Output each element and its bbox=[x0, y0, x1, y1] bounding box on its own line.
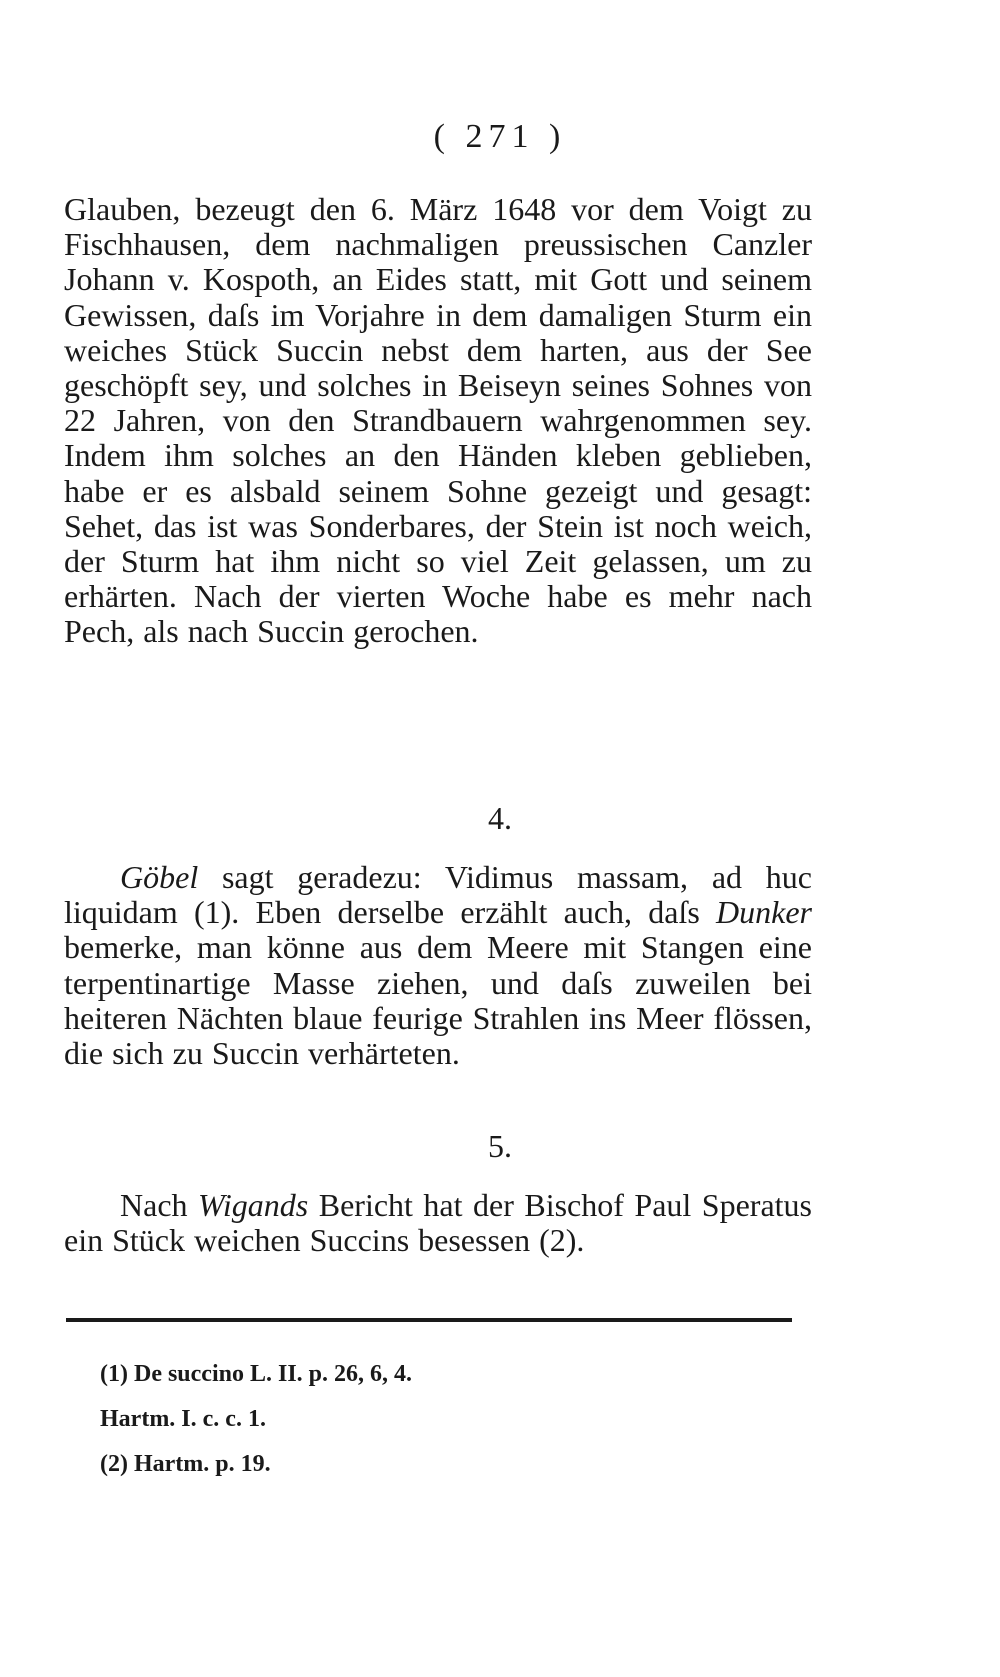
paragraph-5-text-b: Bericht hat der Bischof Paul Speratus ein Stück weichen Succins besessen (2). bbox=[64, 1187, 813, 1259]
author-name-wigand: Wigands bbox=[198, 1187, 309, 1223]
footnote-divider bbox=[66, 1318, 792, 1322]
author-name-goebel: Göbel bbox=[120, 859, 199, 895]
paragraph-1: Glauben, bezeugt den 6. März 1648 vor dem Voigt zu Fischhausen, dem nachmaligen preussischen Canzler Johann v. Kospoth, an Eides statt, mit Gott und seinem Gewissen, daſs im Vorjahre in dem damaligen Sturm ein weiches Stück Succin nebst dem harten, aus der See geschöpft sey, und solches in Beiseyn seines Sohnes von 22 Jahren, von den Strandbauern wahrgenommen sey. Indem ihm solches an den Händen kleben geblieben, habe er es alsbald seinem Sohne gezeigt und gesagt: Sehet, das ist was Sonderbares, der Stein ist noch weich, der Sturm hat ihm nicht so viel Zeit gelassen, um zu erhärten. Nach der vierten Woche habe es mehr nach Pech, als nach Succin gerochen. bbox=[64, 191, 812, 650]
paragraph-4-text-a: sagt geradezu: Vidimus massam, ad huc liquidam (1). Eben derselbe erzählt auch, daſs bbox=[64, 859, 812, 931]
paragraph-4-text-b: bemerke, man könne aus dem Meere mit Stangen eine terpentinartige Masse ziehen, und daſs zuweilen bei heiteren Nächten blaue feurige Strahlen ins Meer flössen, die sich zu Succin verhärteten. bbox=[64, 929, 812, 1072]
section-number-5: 5. bbox=[488, 1128, 512, 1164]
section-number-4: 4. bbox=[488, 800, 512, 836]
page-number: ( 271 ) bbox=[433, 118, 567, 155]
author-name-dunker: Dunker bbox=[716, 894, 812, 931]
footnotes bbox=[100, 1352, 800, 1487]
footnote-2: (2) Hartm. p. 19. bbox=[100, 1451, 271, 1477]
footnote-1: (1) De succino L. II. p. 26, 6, 4. bbox=[100, 1361, 413, 1387]
paragraph-5 bbox=[64, 1188, 812, 1258]
paragraph-5-text-a: Nach bbox=[120, 1187, 199, 1223]
footnote-1-continued: Hartm. I. c. c. 1. bbox=[100, 1406, 266, 1432]
paragraph-4 bbox=[64, 860, 812, 1071]
